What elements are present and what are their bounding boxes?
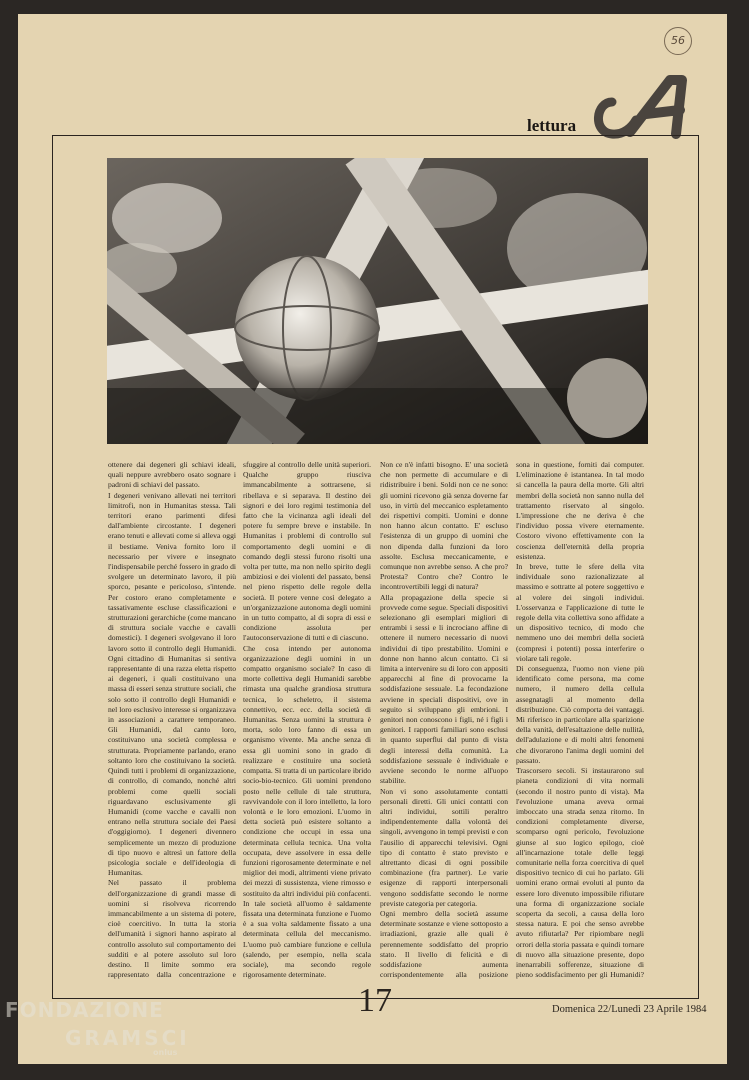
cloud-shape (112, 183, 222, 253)
watermark-line-1: FONDAZIONE (5, 998, 164, 1022)
shadow-shape (107, 388, 648, 444)
column-text: sfuggire al controllo delle unità superiori. Qualche gruppo riusciva immancabilmente a sottrarsene, si ribellava e si separava. Il destino dei signori e dei loro regimi testimonia del fatto che la vicinanza agli ideali del potere fu sempre breve e instabile. In Humanitas i problemi di controllo sul comportamento degli uomini e di comando degli stessi furono risolti una volta per tutte, ma non nello spirito degli ambiziosi e dei violenti del passato, bensì nel pieno rispetto delle regole della società. Il potere venne così delegato a un'organizzazione autonoma degli uomini in un tutto compatto, al di sopra di essi e condizione assoluta per l'autoconservazione di tutti e di ciascuno. Che cosa intendo per autonoma organizzazione degli uomini in un compatto organismo sociale? In caso di morte collettiva degli Humanidi sarebbe rimasta una qualche grandiosa struttura tecnica, lo scheletro, il sistema connettivo, ecc. ecc. della società di Humanitas. Senza uomini la struttura è morta, solo loro fanno di essa un organismo vivente. Ma anche senza di essa gli uomini sono in grado di realizzare e costituire una società compatta. Si tratta di un particolare ibrido socio-bio-tecnico. Gli uomini prendono posto nelle cellule di tale struttura, ravvivandole con il loro intelletto, la loro volontà e le loro emozioni. L'uomo in detta società può esistere soltanto a condizione che occupi in essa una determinata cellula tecnica. Una volta occupata, deve assolvere in essa delle funzioni rigorosamente determinate e nel miglior dei modi, altrimenti viene privato dei mezzi di sussistenza, viene rimosso e sostituito da altri individui più confacenti. In tale società all'uomo è saldamente fissata una determinata funzione e l'uomo è a sua volta saldamente fissato a una determinata cellula del meccanismo. L'uomo può cambiare funzione e cellula (salendo, per esempio, nella scala sociale), ma secondo regole rigorosamente determinate. (243, 460, 371, 980)
article-photo (107, 158, 648, 444)
article-column-1 (108, 460, 236, 980)
archive-watermark (5, 998, 190, 1057)
article-column-4 (516, 460, 644, 980)
issue-date: Domenica 22/Lunedì 23 Aprile 1984 (552, 1004, 707, 1015)
article-column-3 (380, 460, 508, 980)
page-number: 17 (358, 982, 392, 1019)
section-logo (590, 72, 700, 142)
archive-number-stamp: 56 (664, 27, 692, 55)
section-title: lettura (527, 116, 577, 135)
column-text: ottenere dai degeneri gli schiavi ideali, quali neppure avrebbero osato sognare i padroni di schiavi del passato. I degeneri venivano allevati nei territori limitrofi, non in Humanitas stessa. Tali territori erano parimenti difesi dall'ambiente circostante. I degeneri erano tenuti e allevati come si alleva oggi il bestiame. Veniva fornito loro il necessario per vivere e insegnato l'indispensabile perché fossero in grado di svolgere un determinato lavoro, il più sporco, pesante e pericoloso, s'intende. Per costoro erano completamente e tassativamente escluse classificazioni e strutturazioni gerarchiche (come mancano di struttura sociale vacche e cavalli domestici). I degeneri svolgevano il loro lavoro sotto il controllo degli Humanidi. Ogni cittadino di Humanitas si sentiva rappresentante di una razza eletta rispetto ai degeneri, i quali costituivano una massa di esseri senza strutture sociali, che solo sotto il controllo degli Humanidi e nel loro esclusivo interesse si organizzava in associazioni a carattere temporaneo. Gli Humanidi, dal canto loro, costituivano una società complessa e strutturata. Propriamente parlando, erano soltanto loro che costituivano la società. Quindi tutti i problemi di organizzazione, di controllo, di comando, nonché altri problemi come quelli sociali riguardavano esclusivamente gli Humanidi (come vacche e cavalli non entrano nella struttura sociale dei Paesi d'oggigiorno). I degeneri divennero semplicemente un mezzo di produzione di tipo nuovo e altresì un fattore della psicologia sociale e dell'ideologia di Humanitas. Nel passato il problema dell'organizzazione di grandi masse di uomini si risolveva ricorrendo immancabilmente a un sistema di potere, cioè coercitivo. In tutta la storia dell'umanità i signori hanno aspirato al controllo assoluto sul comportamento dei sudditi e al potere assoluto sul loro destino. Il limite sommo era rappresentato dalla concentrazione e (108, 460, 236, 980)
article-column-2 (243, 460, 371, 980)
column-text: sona in questione, forniti dai computer. L'eliminazione è istantanea. In tal modo si cancella la paura della morte. Gli altri membri della società non sanno nulla del trattamento riservato al singolo. L'impressione che ne deriva è che l'individuo possa vivere eternamente. Costoro vivono effettivamente con la coscienza dell'eternità della propria esistenza. In breve, tutte le sfere della vita individuale sono razionalizzate al massimo e sottratte al potere soggettivo e al volere dei singoli individui. L'osservanza e l'applicazione di tutte le regole della vita collettiva sono affidate a un dispositivo tecnico, di modo che nemmeno uno dei membri della società (compresi i potenti) possa interferire o violare tali regole. Di conseguenza, l'uomo non viene più identificato come persona, ma come numero, il numero della cellula assegnatagli al momento della distribuzione. Ciò comporta dei vantaggi. Mi riferisco in particolare alla sparizione della vanità, dell'esaltazione delle nullità, dell'adulazione e di molti altri fenomeni che divorarono l'anima degli uomini del passato. Trascorsero secoli. Si instaurarono sul pianeta condizioni di vita normali (secondo il nostro punto di vista). Ma l'evoluzione umana aveva ormai imboccato una strada senza ritorno. In condizioni completamente diverse, scomparso ogni pericolo, l'evoluzione giunse al suo logico epilogo, cioè all'incarnazione totale delle leggi comunitarie nella forza coercitiva di quel dispositivo tecnico di cui ho parlato. Gli uomini erano ormai evoluti al punto da essere loro divenuto impossibile rifiutare una forma di organizzazione sociale scoperta da secoli, a causa della loro stessa natura. E poi che senso avrebbe avuto rifiutarla? Per ripiombare negli orrori della storia passata e quindi tornare di nuovo alla situazione presente, dopo inenarrabili sofferenze, situazione di pieno soddisfacimento per gli Humanidi? (516, 460, 644, 980)
globe-shape (235, 256, 379, 400)
logo-letter: A (590, 72, 591, 73)
column-text: Non ce n'è infatti bisogno. E' una società che non permette di accumulare e di ridistribuire i beni. Soldi non ce ne sono: gli uomini ricevono già senza doverne far uso, in virtù del meccanico espletamento dei rispettivi compiti. Uomini e donne non hanno alcun contatto. E' escluso l'esistenza di un gruppo di uomini che non dipenda dalla funzioni da loro assolte. Esclusa meccanicamente, e comunque non avrebbe senso. A che pro? Protesta? Contro che? Contro le incontrovertibili leggi di natura? Alla propagazione della specie si provvede come segue. Speciali dispositivi selezionano gli esemplari migliori di entrambi i sessi e li incrociano affine di ottenere il numero necessario di nuovi individui di tipo prestabilito. Uomini e donne non hanno alcun contatto. Ci si limita a intervenire su di loro con appositi apparecchi al fine di provocarne la soddisfazione sessuale. La fecondazione avviene in speciali dispositivi, ove in seguito si sviluppano gli embrioni. I genitori non conoscono i figli, né i figli i genitori. I rapporti familiari sono esclusi in quanto superflui dal punto di vista degli interessi della comunità. La soddisfazione sessuale è individuale e avviene secondo le norme all'uopo stabilite. Non vi sono assolutamente contatti personali diretti. Gli unici contatti con altri individui, sottili peraltro indipendentemente dalla volontà dei singoli, avvengono in tempi previsti e con l'ausilio di apparecchi televisivi. Ogni tipo di contatto è stato previsto e altrettanto dicasi di ogni possibile combinazione (fra partner). Le varie esigenze di rapporti interpersonali vengono soddisfatte secondo le norme previste categoria per categoria. Ogni membro della società assume determinate sostanze e viene sottoposto a irradiazioni, grazie alle quali è perennemente soddisfatto del proprio stato. Il livello di felicità e di soddisfazione aumenta corrispondentemente alla posizione (380, 460, 508, 980)
sphere-shape (567, 358, 647, 438)
watermark-line-2: GRAMSCI (65, 1026, 190, 1050)
watermark-line-3: onlus (153, 1048, 178, 1057)
logo-a-shape (630, 80, 682, 134)
